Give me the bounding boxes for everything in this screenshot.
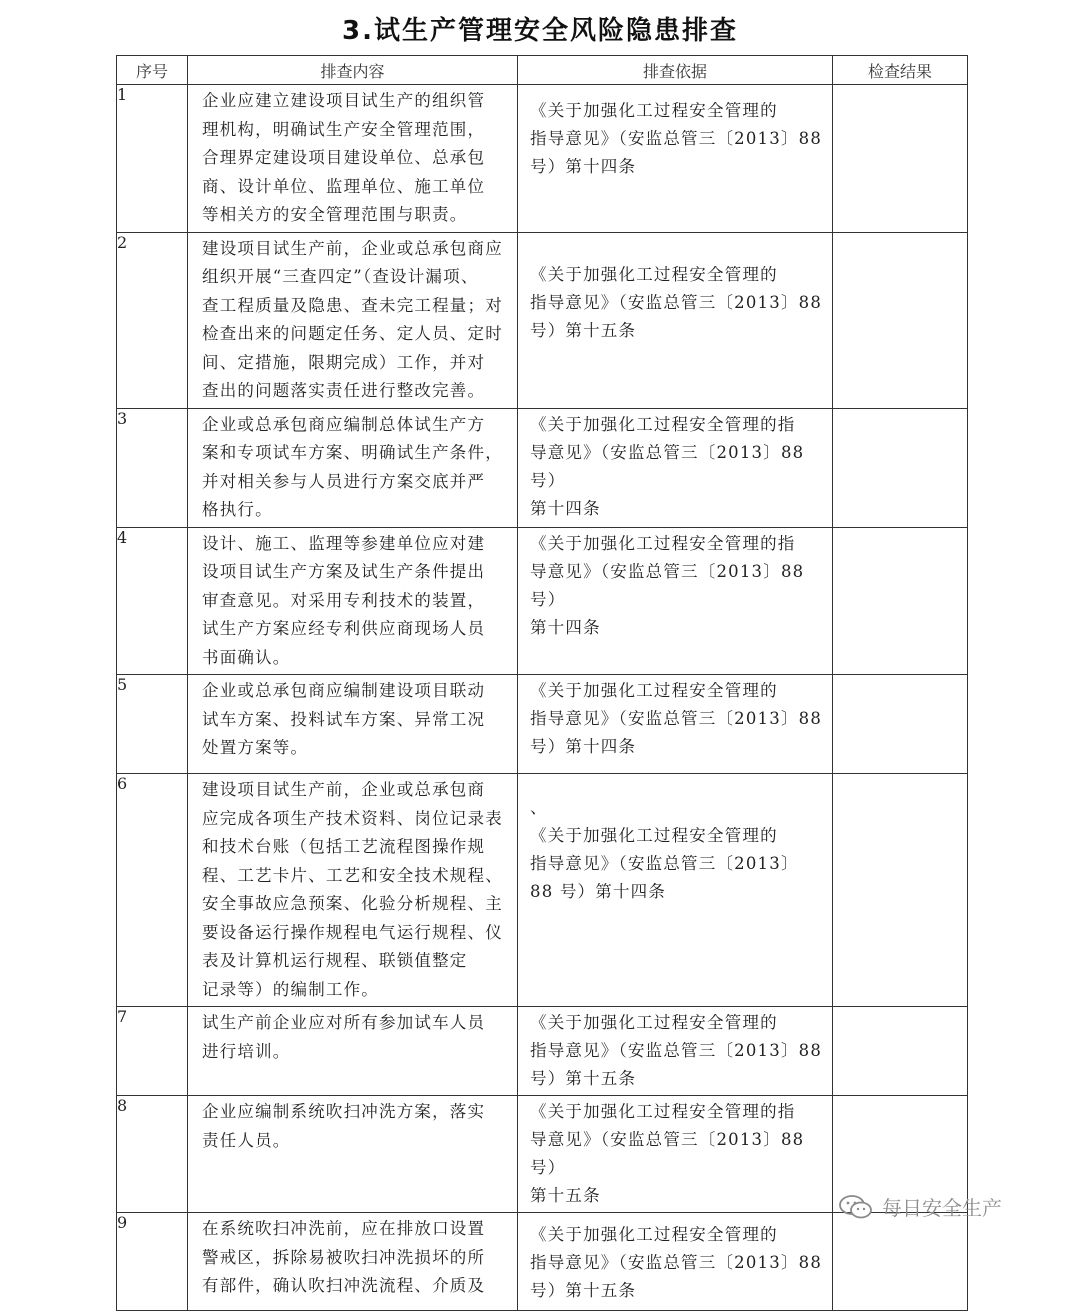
table-row	[117, 774, 968, 1007]
inspection-result	[833, 1213, 968, 1311]
wechat-watermark	[838, 1192, 1002, 1221]
inspection-result	[833, 675, 968, 774]
inspection-basis: 《关于加强化工过程安全管理的指 导意见》（安监总管三〔2013〕88 号） 第十四条	[530, 414, 805, 518]
inspection-result	[833, 527, 968, 675]
inspection-content: 企业应建立建设项目试生产的组织管 理机构，明确试生产安全管理范围， 合理界定建设项目建设单位、总承包 商、设计单位、监理单位、施工单位 等相关方的安全管理范围与职责。	[202, 91, 486, 224]
header-inspection-content: 排查内容	[188, 56, 518, 85]
row-number: 5	[117, 675, 188, 774]
table-row	[117, 232, 968, 408]
inspection-basis: 《关于加强化工过程安全管理的指 导意见》（安监总管三〔2013〕88 号） 第十五条	[530, 1102, 805, 1205]
inspection-result	[833, 1007, 968, 1096]
row-number: 8	[117, 1096, 188, 1213]
table-header-row	[117, 56, 968, 85]
row-number: 3	[117, 408, 188, 527]
table-row	[117, 527, 968, 675]
inspection-result	[833, 408, 968, 527]
inspection-basis: 《关于加强化工过程安全管理的 指导意见》（安监总管三〔2013〕88 号）第十四条	[530, 681, 823, 756]
header-inspection-result: 检查结果	[833, 56, 968, 85]
inspection-basis: 《关于加强化工过程安全管理的指 导意见》（安监总管三〔2013〕88 号） 第十四条	[530, 533, 805, 637]
watermark-text: 每日安全生产	[882, 1196, 1002, 1220]
inspection-basis: 、 《关于加强化工过程安全管理的 指导意见》（安监总管三〔2013〕 88 号）第十四条	[530, 798, 799, 901]
inspection-content: 建设项目试生产前，企业或总承包商 应完成各项生产技术资料、岗位记录表 和技术台账（包括工艺流程图操作规 程、工艺卡片、工艺和安全技术规程、 安全事故应急预案、化验分析规程、主 要设备运行操作规程电气运行规程、仪 表及计算机运行规程、联锁值整定 记录等）的编制工作。	[202, 780, 503, 999]
row-number: 6	[117, 774, 188, 1007]
inspection-table	[116, 55, 968, 1311]
inspection-basis: 《关于加强化工过程安全管理的 指导意见》（安监总管三〔2013〕88 号）第十五条	[530, 1225, 823, 1300]
row-number: 2	[117, 232, 188, 408]
inspection-result	[833, 774, 968, 1007]
inspection-content: 企业应编制系统吹扫冲洗方案，落实 责任人员。	[202, 1102, 486, 1150]
table-row	[117, 675, 968, 774]
row-number: 4	[117, 527, 188, 675]
header-inspection-basis: 排查依据	[518, 56, 833, 85]
inspection-content: 在系统吹扫冲洗前，应在排放口设置 警戒区，拆除易被吹扫冲洗损坏的所 有部件，确认吹扫冲洗流程、介质及	[202, 1219, 486, 1295]
header-serial-number: 序号	[117, 56, 188, 85]
wechat-icon	[838, 1194, 874, 1220]
inspection-content: 试生产前企业应对所有参加试车人员 进行培训。	[202, 1013, 486, 1061]
inspection-content: 建设项目试生产前，企业或总承包商应 组织开展“三查四定”（查设计漏项、 查工程质量及隐患、查未完工程量；对 检查出来的问题定任务、定人员、定时 间、定措施，限期完成）工作，并对 查出的问题落实责任进行整改完善。	[202, 238, 503, 400]
inspection-content: 企业或总承包商应编制总体试生产方 案和专项试车方案、明确试生产条件， 并对相关参与人员进行方案交底并严 格执行。	[202, 414, 503, 519]
page-title: 3.试生产管理安全风险隐患排查	[342, 16, 738, 46]
row-number: 9	[117, 1213, 188, 1311]
inspection-result	[833, 85, 968, 233]
inspection-result	[833, 232, 968, 408]
row-number: 7	[117, 1007, 188, 1096]
inspection-basis: 《关于加强化工过程安全管理的 指导意见》（安监总管三〔2013〕88 号）第十五条	[530, 264, 823, 340]
table-row	[117, 85, 968, 233]
table-row	[117, 408, 968, 527]
inspection-content: 企业或总承包商应编制建设项目联动 试车方案、投料试车方案、异常工况 处置方案等。	[202, 681, 486, 757]
row-number: 1	[117, 85, 188, 233]
table-row	[117, 1213, 968, 1311]
table-row	[117, 1007, 968, 1096]
inspection-basis: 《关于加强化工过程安全管理的 指导意见》（安监总管三〔2013〕88 号）第十四条	[530, 101, 823, 176]
inspection-basis: 《关于加强化工过程安全管理的 指导意见》（安监总管三〔2013〕88 号）第十五条	[530, 1013, 823, 1088]
inspection-content: 设计、施工、监理等参建单位应对建 设项目试生产方案及试生产条件提出 审查意见。对采用专利技术的装置， 试生产方案应经专利供应商现场人员 书面确认。	[202, 533, 486, 667]
